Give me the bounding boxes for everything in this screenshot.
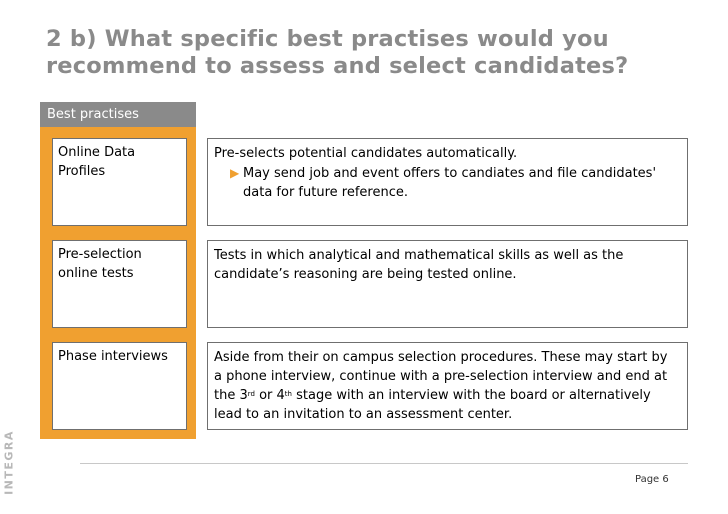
triangle-bullet-icon: ▶ <box>230 166 240 180</box>
best-practises-header <box>40 102 196 127</box>
bullet-text: May send job and event offers to candiates and file candidates' data for future reference. <box>243 166 657 200</box>
integra-logo: INTEGRA <box>2 430 16 495</box>
bullet-item <box>230 164 679 202</box>
description-text: Tests in which analytical and mathematical skills as well as the candidate’s reasoning are being tested online. <box>214 248 624 282</box>
page-number: Page 6 <box>635 474 669 485</box>
ordinal-suffix: th <box>284 390 292 398</box>
description-text <box>214 348 679 424</box>
row-label-line: online tests <box>58 265 134 281</box>
description-text: Pre-selects potential candidates automatically. <box>214 146 518 161</box>
description-part: stage with an interview with the board or alternatively lead to an invitation to an assessment center. <box>214 388 651 422</box>
slide-title: 2 b) What specific best practises would you recommend to assess and select candidates? <box>46 26 629 79</box>
row-description-pre-selection-online-tests <box>207 240 688 328</box>
row-description-phase-interviews <box>207 342 688 430</box>
row-label-line: Pre-selection <box>58 247 142 262</box>
row-label-phase-interviews <box>52 342 187 430</box>
description-part: Aside from their on campus selection procedures. These may start by a phone interview, continue with a pre-selection interview and end at the 3 <box>214 350 668 403</box>
row-label-pre-selection-online-tests <box>52 240 187 328</box>
row-label-online-data-profiles <box>52 138 187 226</box>
ordinal-suffix: rd <box>247 390 255 398</box>
row-label-line: Profiles <box>58 163 106 179</box>
footer-divider <box>80 463 688 464</box>
row-label-line: Phase interviews <box>58 349 168 364</box>
description-part: or 4 <box>254 388 285 403</box>
best-practises-label: Best practises <box>47 107 139 122</box>
row-label-line: Online Data <box>58 145 136 160</box>
row-description-online-data-profiles <box>207 138 688 226</box>
